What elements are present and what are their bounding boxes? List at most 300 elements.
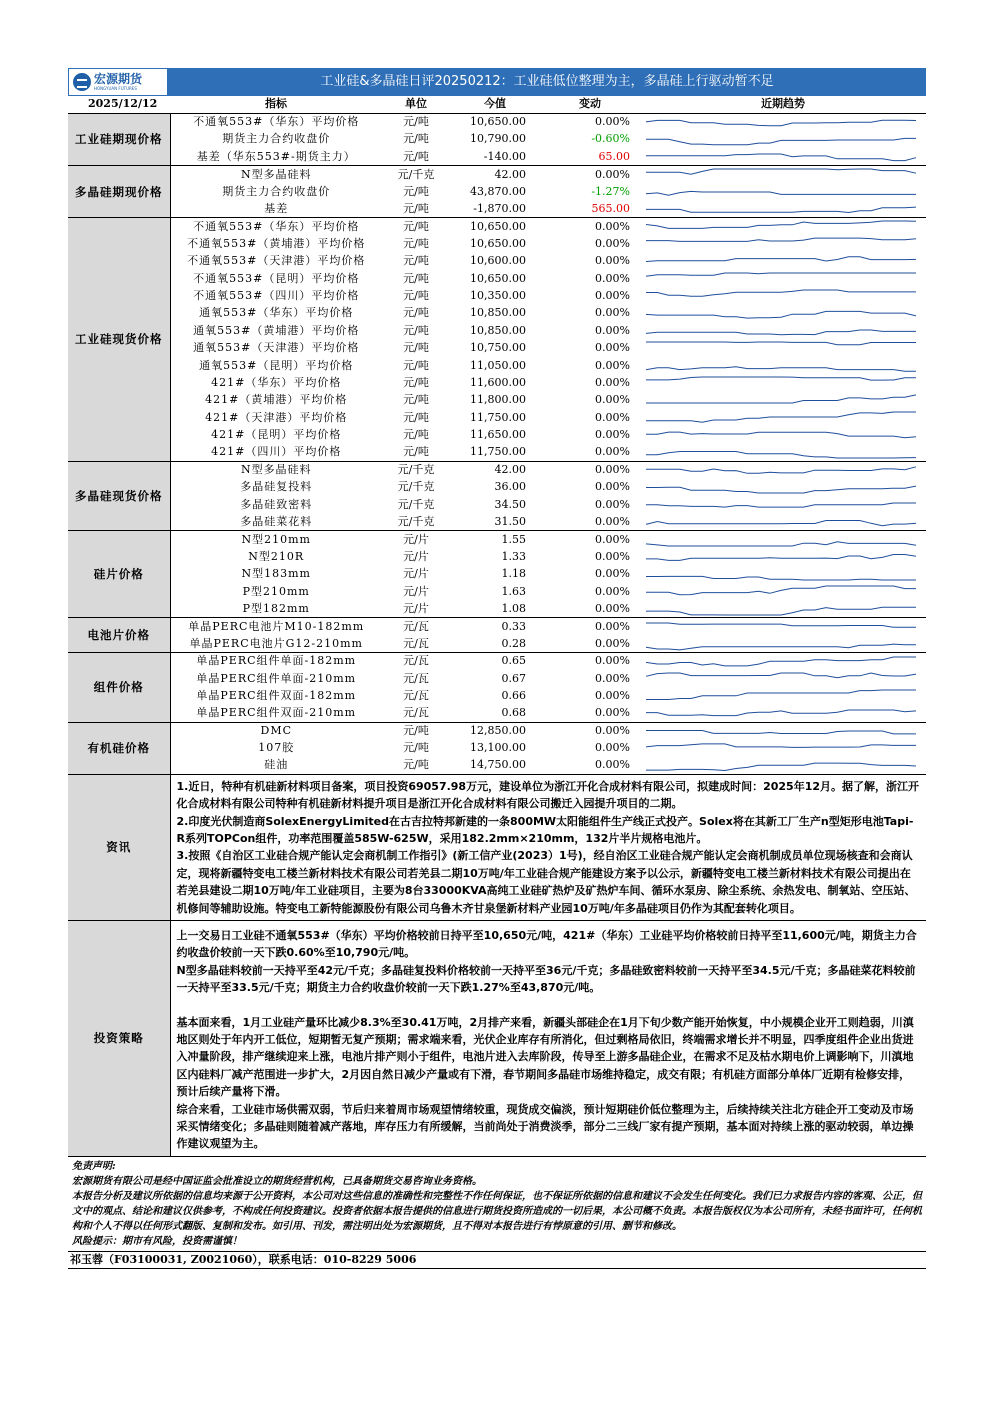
indicator-cell: 421#（四川）平均价格: [170, 444, 382, 461]
trend-line: [646, 452, 916, 459]
indicator-cell: 421#（黄埔港）平均价格: [205, 393, 348, 407]
table-row: [68, 583, 926, 600]
change-cell: 0.00%: [540, 444, 640, 461]
unit-cell: 元/吨: [403, 375, 429, 389]
unit-cell: 元/吨: [403, 271, 429, 285]
trend-cell: [640, 305, 926, 322]
change-cell: 0.00%: [595, 341, 630, 355]
trend-cell: [640, 566, 926, 583]
trend-sparkline: [640, 358, 926, 374]
trend-line: [646, 312, 916, 319]
trend-cell: [640, 426, 926, 443]
trend-sparkline: [640, 323, 926, 339]
change-cell: 565.00: [540, 200, 640, 217]
table-row: [68, 496, 926, 513]
category-label: 多晶硅期现价格: [68, 166, 170, 218]
trend-sparkline: [640, 636, 926, 652]
value-cell: 34.50: [494, 497, 526, 511]
trend-cell: [640, 287, 926, 304]
unit-cell: 元/吨: [403, 306, 429, 320]
unit-cell: 元/瓦: [382, 705, 450, 722]
col-header-indicator: 指标: [170, 96, 382, 113]
table-row: [68, 635, 926, 652]
unit-cell: 元/片: [403, 584, 429, 598]
trend-sparkline: [640, 219, 926, 235]
disclaimer-line: 宏源期货有限公司是经中国证监会批准设立的期货经营机构，已具备期货交易咨询业务资格。: [72, 1175, 482, 1187]
indicator-cell: 基差: [170, 200, 382, 217]
table-row: [68, 461, 926, 478]
unit-cell: 元/片: [403, 532, 429, 546]
change-cell: 0.00%: [595, 480, 630, 494]
indicator-cell: 多晶硅菜花料: [170, 513, 382, 530]
indicator-cell: 单晶PERC电池片M10-182mm: [188, 619, 365, 633]
table-row: [68, 253, 926, 270]
change-cell: 0.00%: [595, 619, 630, 633]
change-cell: 0.00%: [595, 654, 630, 668]
trend-cell: [640, 235, 926, 252]
report-title: 工业硅&多晶硅日评20250212：工业硅低位整理为主，多晶硅上行驱动暂不足: [320, 74, 774, 89]
trend-line: [646, 673, 916, 678]
col-header-unit: 单位: [382, 96, 450, 113]
strategy-category: 投资策略: [68, 920, 170, 1156]
unit-cell: 元/吨: [403, 724, 429, 737]
trend-cell: [640, 670, 926, 687]
unit-cell: 元/吨: [403, 236, 429, 250]
trend-line: [646, 366, 916, 371]
change-cell: 65.00: [540, 148, 640, 165]
trend-sparkline: [640, 549, 926, 565]
indicator-cell: 期货主力合约收盘价: [222, 184, 331, 198]
change-cell: 0.00%: [595, 219, 630, 233]
indicator-cell: N型210R: [248, 549, 305, 563]
value-cell: 10,850.00: [470, 323, 526, 337]
trend-cell: [640, 218, 926, 235]
value-cell: 10,750.00: [470, 341, 526, 355]
trend-line: [646, 154, 916, 161]
trend-line: [646, 744, 916, 748]
trend-sparkline: [640, 444, 926, 460]
trend-cell: [640, 548, 926, 565]
indicator-cell: 单晶PERC组件双面-182mm: [196, 688, 357, 702]
trend-sparkline: [640, 566, 926, 582]
strategy-paragraph: 基本面来看，1月工业硅产量环比减少8.3%至30.41万吨，2月排产来看，新疆头部硅企在1月下旬少数产能开始恢复，中小规模企业开工则趋弱，川滇地区则处于年内开工低位，短期暂无复产预期；需求端来看，光伏企业库存有所消化，但过剩格局依旧，终端需求增长并不明显，四季度组件企业出货进入冲量阶段，排产继续迎来上涨，电池片排产则小于组件，电池片进入去库阶段，传导至上游多晶硅企业，在需求不足及枯水期电价上调影响下，川滇地区内硅料厂减产范围进一步扩大，2月因自然日减少产量或有下滑，春节期间多晶硅市场维持稳定，成交有限；有机硅方面部分单体厂近期有检修安排，预计后续产量将下滑。: [176, 1015, 914, 1099]
value-cell: 1.08: [450, 600, 540, 617]
news-paragraph: 1.近日，特种有机硅新材料项目备案，项目投资69057.98万元，建设单位为浙江开化合成材料有限公司，拟建成时间：2025年12月。据了解，浙江开化合成材料有限公司特种有机硅新材料提升项目是浙江开化合成材料有限公司搬迁入园提升项目的二期。: [176, 779, 920, 811]
table-row: [68, 722, 926, 739]
value-cell: 10,650.00: [470, 236, 526, 250]
trend-sparkline: [640, 253, 926, 269]
value-cell: 10,600.00: [470, 254, 526, 268]
trend-sparkline: [640, 375, 926, 391]
table-row: [68, 670, 926, 687]
unit-cell: 元/瓦: [403, 619, 429, 633]
table-row: [68, 287, 926, 304]
indicator-cell: 硅油: [170, 757, 382, 774]
value-cell: 42.00: [494, 463, 526, 477]
trend-cell: [640, 531, 926, 548]
report-date: 2025/12/12: [68, 96, 170, 113]
indicator-cell: P型210mm: [242, 584, 310, 598]
change-cell: 0.00%: [595, 236, 630, 250]
trend-line: [646, 169, 916, 174]
trend-line: [646, 395, 916, 403]
value-cell: 11,750.00: [450, 444, 540, 461]
trend-cell: [640, 722, 926, 739]
change-cell: 0.00%: [595, 306, 630, 320]
change-cell: 0.00%: [540, 600, 640, 617]
trend-cell: [640, 183, 926, 200]
trend-line: [646, 221, 916, 228]
trend-line: [646, 554, 916, 560]
table-row: [68, 374, 926, 391]
trend-cell: [640, 479, 926, 496]
trend-sparkline: [640, 757, 926, 773]
trend-line: [646, 432, 916, 438]
col-header-trend: 近期趋势: [640, 96, 926, 113]
change-cell: 0.00%: [595, 167, 630, 181]
disclaimer: [68, 1157, 926, 1252]
price-table: [68, 96, 926, 775]
change-cell: 0.00%: [540, 513, 640, 530]
value-cell: 11,750.00: [470, 410, 526, 424]
category-label: 有机硅价格: [68, 722, 170, 774]
unit-cell: 元/吨: [403, 341, 429, 355]
change-cell: 0.00%: [595, 410, 630, 424]
trend-sparkline: [640, 167, 926, 183]
table-row: [68, 322, 926, 339]
indicator-cell: 单晶PERC组件单面-182mm: [196, 654, 357, 668]
indicator-cell: 单晶PERC组件双面-210mm: [170, 705, 382, 722]
indicator-cell: 单晶PERC电池片G12-210mm: [170, 635, 382, 652]
change-cell: -0.60%: [591, 132, 630, 146]
change-cell: 0.00%: [595, 428, 630, 442]
indicator-cell: 421#（华东）平均价格: [211, 375, 342, 389]
trend-sparkline: [640, 305, 926, 321]
unit-cell: 元/瓦: [382, 635, 450, 652]
indicator-cell: 不通氧553#（天津港）平均价格: [187, 254, 366, 268]
value-cell: 10,850.00: [470, 306, 526, 320]
table-row: [68, 479, 926, 496]
trend-sparkline: [640, 532, 926, 548]
indicator-cell: 单晶PERC组件单面-210mm: [196, 671, 357, 685]
table-row: [68, 757, 926, 774]
change-cell: 0.00%: [595, 584, 630, 598]
trend-sparkline: [640, 601, 926, 617]
value-cell: 11,050.00: [470, 358, 526, 372]
trend-line: [646, 503, 916, 507]
indicator-cell: 不通氧553#（四川）平均价格: [193, 288, 360, 302]
unit-cell: 元/千克: [397, 497, 435, 511]
trend-line: [646, 607, 916, 615]
trend-sparkline: [640, 427, 926, 443]
value-cell: 10,650.00: [470, 271, 526, 285]
indicator-cell: 基差（华东553#-期货主力）: [170, 148, 382, 165]
trend-line: [646, 542, 916, 546]
unit-cell: 元/吨: [382, 148, 450, 165]
category-label: 工业硅期现价格: [68, 113, 170, 165]
value-cell: 31.50: [450, 513, 540, 530]
unit-cell: 元/吨: [403, 132, 429, 146]
trend-sparkline: [640, 653, 926, 669]
table-row: [68, 392, 926, 409]
trend-sparkline: [640, 392, 926, 408]
trend-cell: [640, 409, 926, 426]
category-label: 电池片价格: [68, 618, 170, 653]
strategy-section: [68, 920, 926, 1156]
trend-line: [646, 586, 916, 595]
category-label: 多晶硅现货价格: [68, 461, 170, 531]
indicator-cell: 421#（天津港）平均价格: [205, 410, 348, 424]
value-cell: 1.63: [501, 584, 526, 598]
company-logo: [68, 68, 168, 96]
indicator-cell: N型210mm: [241, 532, 311, 546]
trend-line: [646, 763, 916, 770]
unit-cell: 元/吨: [382, 200, 450, 217]
table-row: [68, 531, 926, 548]
trend-cell: [640, 166, 926, 183]
change-cell: -1.27%: [591, 184, 630, 198]
value-cell: 10,650.00: [470, 219, 526, 233]
change-cell: 0.00%: [595, 549, 630, 563]
indicator-cell: N型183mm: [241, 567, 311, 581]
table-row: [68, 409, 926, 426]
trend-sparkline: [640, 462, 926, 478]
indicator-cell: 不通氧553#（黄埔港）平均价格: [187, 236, 366, 250]
value-cell: 1.55: [501, 532, 526, 546]
unit-cell: 元/吨: [403, 184, 429, 198]
value-cell: -1,870.00: [450, 200, 540, 217]
trend-line: [646, 377, 916, 380]
table-row: [68, 218, 926, 235]
change-cell: 0.00%: [540, 757, 640, 774]
trend-line: [646, 520, 916, 525]
trend-sparkline: [640, 584, 926, 600]
news-body: [170, 775, 926, 921]
trend-sparkline: [640, 619, 926, 635]
trend-line: [646, 330, 916, 335]
unit-cell: 元/吨: [403, 428, 429, 442]
value-cell: 0.33: [501, 619, 526, 633]
unit-cell: 元/吨: [403, 219, 429, 233]
trend-line: [646, 690, 916, 700]
table-row: [68, 548, 926, 565]
trend-cell: [640, 200, 926, 217]
trend-sparkline: [640, 340, 926, 356]
indicator-cell: 通氧553#（华东）平均价格: [199, 306, 354, 320]
table-header-row: [68, 96, 926, 113]
indicator-cell: 多晶硅致密料: [240, 497, 313, 511]
change-cell: 0.00%: [595, 567, 630, 581]
unit-cell: 元/瓦: [403, 671, 429, 685]
table-row: [68, 653, 926, 670]
trend-line: [646, 121, 916, 127]
table-row: [68, 166, 926, 183]
value-cell: 0.28: [450, 635, 540, 652]
strategy-paragraph: 综合来看，工业硅市场供需双弱，节后归来着周市场观望情绪较重，现货成交偏淡，预计短期硅价低位整理为主，后续持续关注北方硅企开工变动及市场采买情绪变化；多晶硅则随着减产落地，库存压力有所缓解，当前尚处于消费淡季，部分二三线厂家有提产预期，基本面对持续上涨的驱动较弱，单边操作建议观望为主。: [176, 1102, 914, 1151]
trend-sparkline: [640, 723, 926, 739]
trend-cell: [640, 357, 926, 374]
trend-cell: [640, 339, 926, 356]
change-cell: 0.00%: [595, 497, 630, 511]
value-cell: 0.66: [501, 688, 526, 702]
indicator-cell: 通氧553#（昆明）平均价格: [199, 358, 354, 372]
table-row: [68, 739, 926, 756]
trend-cell: [640, 131, 926, 148]
trend-cell: [640, 687, 926, 704]
disclaimer-line: 本报告分析及建议所依据的信息均来源于公开资料，本公司对这些信息的准确性和完整性不作任何保证，也不保证所依据的信息和建议不会发生任何变化。我们已力求报告内容的客观、公正，但文中的观点、结论和建议仅供参考，不构成任何投资建议。投资者依据本报告提供的信息进行期货投资所造成的一切后果，本公司概不负责。本报告版权仅为本公司所有，未经书面许可，任何机构和个人不得以任何形式翻版、复制和发布。如引用、刊发，需注明出处为宏源期货，且不得对本报告进行有悖原意的引用、删节和修改。: [72, 1190, 922, 1232]
text-sections: [68, 775, 926, 1157]
trend-cell: [640, 653, 926, 670]
trend-line: [646, 342, 916, 345]
trend-line: [646, 644, 916, 650]
strategy-body: [170, 920, 926, 1156]
unit-cell: 元/片: [382, 600, 450, 617]
change-cell: 0.00%: [595, 375, 630, 389]
col-header-value: 今值: [450, 96, 540, 113]
value-cell: 0.67: [501, 671, 526, 685]
col-header-change: 变动: [540, 96, 640, 113]
indicator-cell: 421#（昆明）平均价格: [211, 428, 342, 442]
change-cell: 0.00%: [595, 688, 630, 702]
unit-cell: 元/吨: [403, 288, 429, 302]
table-row: [68, 200, 926, 217]
trend-line: [646, 486, 916, 493]
value-cell: 14,750.00: [450, 757, 540, 774]
change-cell: 0.00%: [595, 532, 630, 546]
trend-cell: [640, 113, 926, 130]
trend-cell: [640, 635, 926, 652]
logo-cn-text: 宏源期货: [94, 72, 143, 86]
table-row: [68, 235, 926, 252]
trend-sparkline: [640, 149, 926, 165]
change-cell: 0.00%: [540, 635, 640, 652]
news-section: [68, 775, 926, 921]
trend-cell: [640, 618, 926, 635]
unit-cell: 元/吨: [403, 410, 429, 424]
trend-cell: [640, 148, 926, 165]
change-cell: 0.00%: [595, 358, 630, 372]
change-cell: 0.00%: [595, 393, 630, 407]
trend-line: [646, 710, 916, 716]
unit-cell: 元/吨: [403, 358, 429, 372]
value-cell: 1.33: [501, 549, 526, 563]
unit-cell: 元/千克: [397, 167, 435, 181]
trend-cell: [640, 705, 926, 722]
unit-cell: 元/吨: [382, 444, 450, 461]
trend-line: [646, 257, 916, 262]
indicator-cell: 通氧553#（天津港）平均价格: [193, 341, 360, 355]
value-cell: 36.00: [494, 480, 526, 494]
category-label: 工业硅现货价格: [68, 218, 170, 461]
value-cell: -140.00: [450, 148, 540, 165]
trend-cell: [640, 392, 926, 409]
table-row: [68, 270, 926, 287]
indicator-cell: 通氧553#（黄埔港）平均价格: [193, 323, 360, 337]
trend-sparkline: [640, 514, 926, 530]
trend-line: [646, 191, 916, 195]
unit-cell: 元/吨: [403, 254, 429, 268]
table-row: [68, 687, 926, 704]
change-cell: 0.00%: [595, 271, 630, 285]
change-cell: 0.00%: [595, 254, 630, 268]
trend-sparkline: [640, 410, 926, 426]
trend-line: [646, 623, 916, 627]
value-cell: 10,350.00: [470, 288, 526, 302]
table-row: [68, 113, 926, 130]
trend-cell: [640, 253, 926, 270]
table-row: [68, 339, 926, 356]
table-row: [68, 618, 926, 635]
trend-sparkline: [640, 497, 926, 513]
change-cell: 0.00%: [595, 115, 630, 129]
indicator-cell: 107胶: [258, 741, 295, 755]
table-row: [68, 131, 926, 148]
indicator-cell: P型182mm: [170, 600, 382, 617]
trend-sparkline: [640, 131, 926, 147]
unit-cell: 元/千克: [397, 463, 435, 477]
news-category: 资讯: [68, 775, 170, 921]
trend-sparkline: [640, 671, 926, 687]
disclaimer-line: 免责声明:: [72, 1160, 116, 1172]
indicator-cell: 多晶硅复投料: [240, 480, 313, 494]
trend-line: [646, 577, 916, 581]
unit-cell: 元/吨: [403, 393, 429, 407]
change-cell: 0.00%: [595, 724, 630, 737]
change-cell: 0.00%: [595, 463, 630, 477]
trend-cell: [640, 513, 926, 530]
table-row: [68, 600, 926, 617]
trend-cell: [640, 461, 926, 478]
trend-sparkline: [640, 184, 926, 200]
table-row: [68, 566, 926, 583]
trend-cell: [640, 757, 926, 774]
category-label: 组件价格: [68, 653, 170, 723]
indicator-cell: 不通氧553#（华东）平均价格: [193, 115, 360, 129]
indicator-cell: DMC: [260, 724, 292, 737]
unit-cell: 元/吨: [403, 741, 429, 755]
value-cell: 11,800.00: [470, 393, 526, 407]
disclaimer-line: 风险提示：期市有风险，投资需谨慎！: [72, 1235, 242, 1247]
unit-cell: 元/吨: [403, 115, 429, 129]
change-cell: 0.00%: [540, 705, 640, 722]
unit-cell: 元/片: [403, 549, 429, 563]
value-cell: 11,650.00: [470, 428, 526, 442]
report-header: [68, 68, 926, 96]
unit-cell: 元/吨: [403, 323, 429, 337]
trend-cell: [640, 739, 926, 756]
table-row: [68, 426, 926, 443]
trend-line: [646, 412, 916, 422]
trend-line: [646, 467, 916, 474]
unit-cell: 元/瓦: [403, 688, 429, 702]
change-cell: 0.00%: [595, 741, 630, 755]
analyst-contact: 祁玉蓉（F03100031, Z0021060），联系电话：010-8229 5006: [68, 1252, 926, 1269]
indicator-cell: 期货主力合约收盘价: [222, 132, 331, 146]
table-row: [68, 183, 926, 200]
indicator-cell: N型多晶硅料: [240, 167, 312, 181]
table-row: [68, 705, 926, 722]
table-row: [68, 357, 926, 374]
trend-cell: [640, 270, 926, 287]
value-cell: 43,870.00: [470, 184, 526, 198]
unit-cell: 元/千克: [382, 513, 450, 530]
trend-line: [646, 731, 916, 734]
news-paragraph: 2.印度光伏制造商SolexEnergyLimited在古吉拉特邦新建的一条800MW太阳能组件生产线正式投产。Solex将在其新工厂生产n型矩形电池Tapi-R系列TOPCon组件，功率范围覆盖585W-625W，采用182.2mm×210mm，132片半片规格电池片。: [176, 814, 914, 845]
unit-cell: 元/瓦: [403, 654, 429, 668]
unit-cell: 元/千克: [397, 480, 435, 494]
indicator-cell: 不通氧553#（昆明）平均价格: [193, 271, 360, 285]
trend-cell: [640, 374, 926, 391]
